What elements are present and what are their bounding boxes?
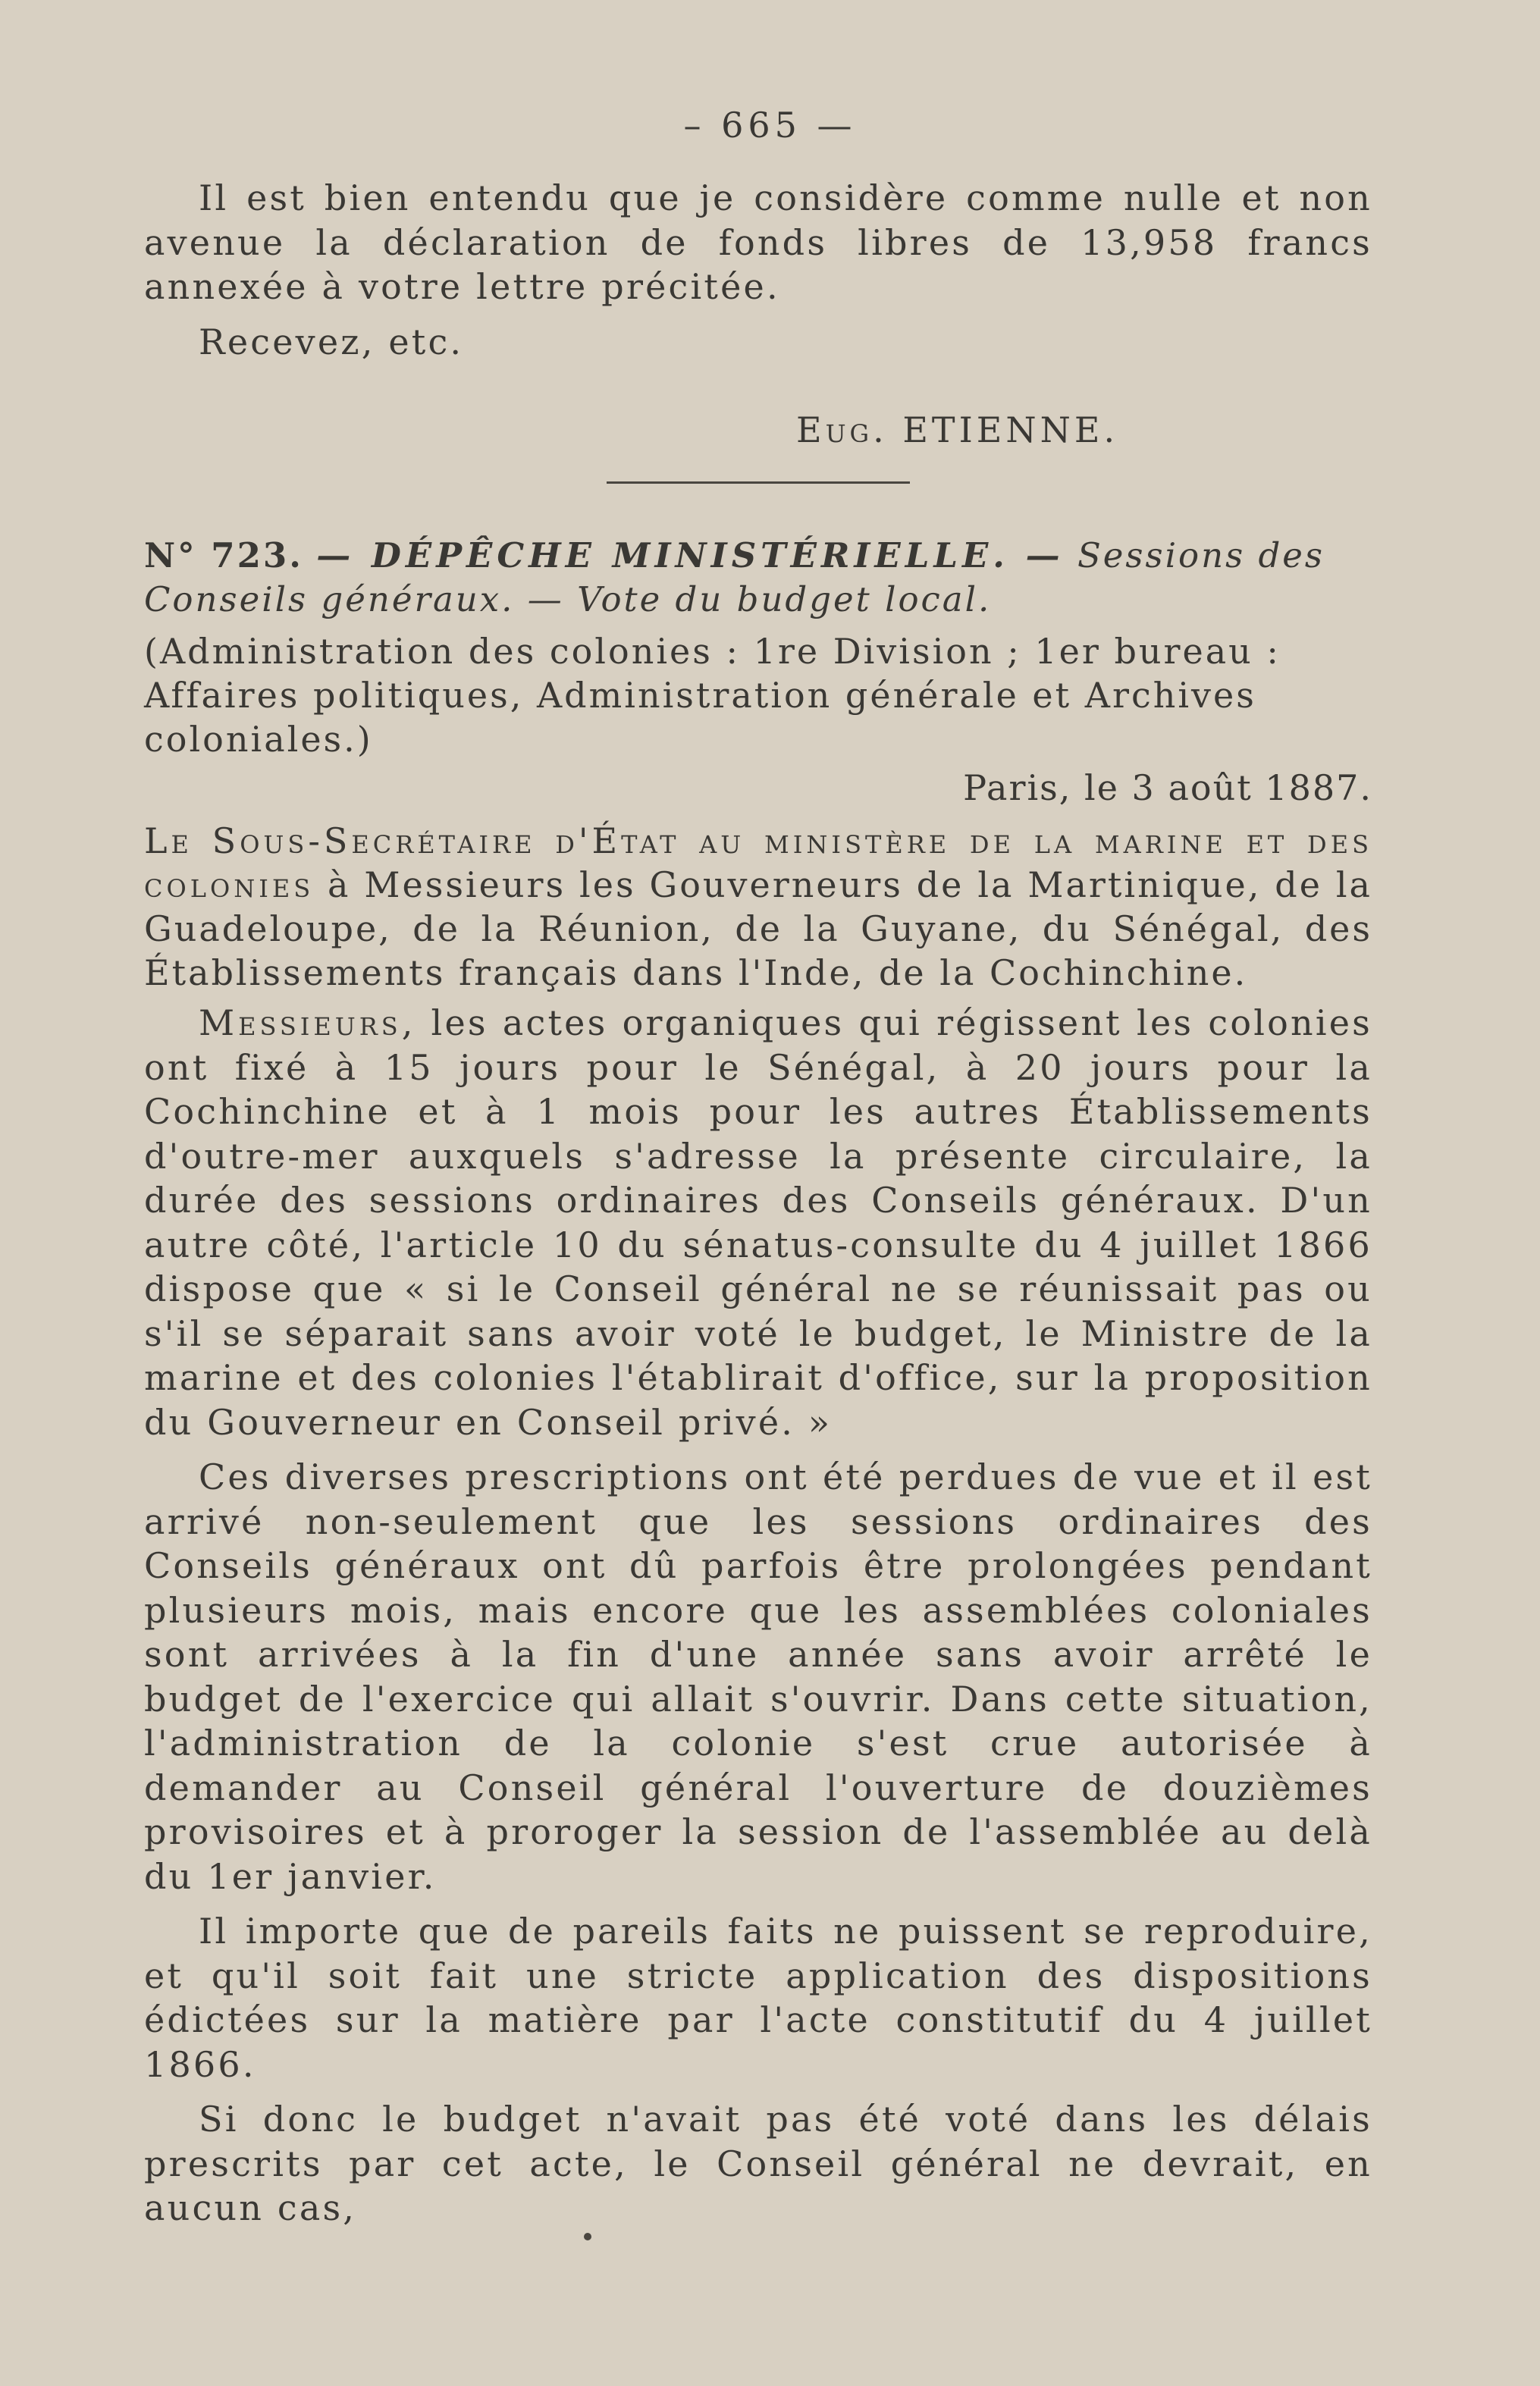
address-block xyxy=(144,819,1372,995)
body-paragraph: Si donc le budget n'avait pas été voté dans les délais prescrits par cet acte, le Conseil général ne devrait, en aucun cas, xyxy=(144,2099,1372,2228)
sender: Le Sous-Secrétaire d'État au ministère de la marine et des colonies xyxy=(144,820,1372,905)
closing-formula: Recevez, etc. xyxy=(199,321,464,362)
dateline: Paris, le 3 août 1887. xyxy=(963,767,1372,808)
dispatch-number: N° 723. xyxy=(144,535,303,575)
recipients: à Messieurs les Gouverneurs de la Martinique, de la Guadeloupe, de la Réunion, de la Guyane, du Sénégal, des Établissements français dans l'Inde, de la Cochinchine. xyxy=(144,864,1372,993)
body-paragraph: Messieurs, les actes organiques qui régissent les colonies ont fixé à 15 jours pour le Sénégal, à 20 jours pour la Cochinchine et à 1 mois pour les autres Établissements d'outre-mer auxquels s'adresse la présente circulaire, la durée des sessions ordinaires des Conseils généraux. D'un autre côté, l'article 10 du sénatus-consulte du 4 juillet 1866 dispose que « si le Conseil général ne se réunissait pas ou s'il se séparait sans avoir voté le budget, le Ministre de la marine et des colonies l'établirait d'office, sur la proposition du Gouverneur en Conseil privé. » xyxy=(144,1002,1372,1443)
closing-paragraph: Il est bien entendu que je considère comme nulle et non avenue la déclaration de fonds libres de 13,958 francs annexée à votre lettre précitée. xyxy=(144,177,1372,307)
closing-block xyxy=(144,176,1372,364)
dispatch-type: — DÉPÊCHE MINISTÉRIELLE. — xyxy=(316,535,1065,575)
ink-speck xyxy=(584,2233,591,2240)
body-paragraph: Ces diverses prescriptions ont été perdues de vue et il est arrivé non-seulement que les sessions ordinaires des Conseils généraux ont dû parfois être prolongées pendant plusieurs mois, mais encore que les assemblées coloniales sont arrivées à la fin d'une année sans avoir arrêté le budget de l'exercice qui allait s'ouvrir. Dans cette situation, l'administration de la colonie s'est crue autorisée à demander au Conseil général l'ouverture de douzièmes provisoires et à proroger la session de l'assemblée au delà du 1er janvier. xyxy=(144,1456,1372,1897)
administration-line: (Administration des colonies : 1re Division ; 1er bureau : Affaires politiques, Administration générale et Archives coloniales.) xyxy=(144,631,1281,760)
salutation: Messieurs, xyxy=(199,1002,417,1043)
body-paragraph: Il importe que de pareils faits ne puissent se reproduire, et qu'il soit fait une stricte application des dispositions édictées sur la matière par l'acte constitutif du 4 juillet 1866. xyxy=(144,1911,1372,2085)
dispatch-heading xyxy=(144,534,1372,995)
page-number: – 665 — xyxy=(683,105,857,146)
letter-body xyxy=(144,1001,1372,2231)
signature: Eug. ETIENNE. xyxy=(796,409,1119,450)
dispatch-title xyxy=(144,534,1372,622)
dispatch-subject: Sessions des Conseils généraux. — Vote du budget local. xyxy=(144,535,1325,619)
section-divider xyxy=(607,481,910,484)
